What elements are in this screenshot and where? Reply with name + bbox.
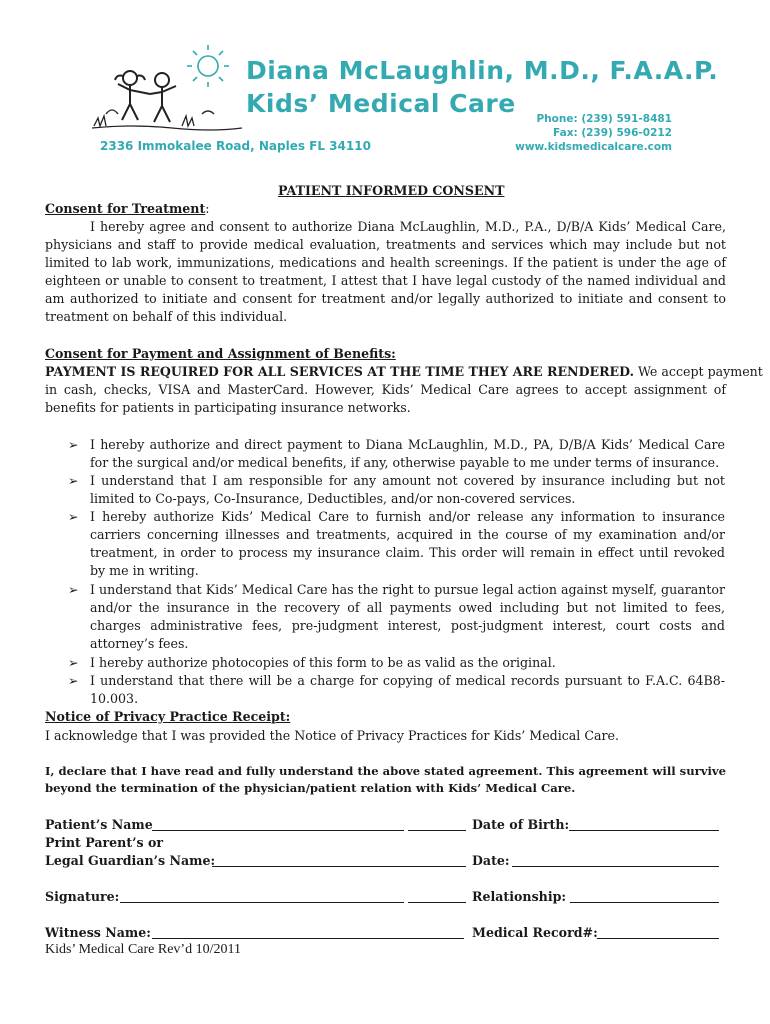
practice-fax: Fax: (239) 596-0212 (553, 127, 672, 139)
treatment-heading-row (45, 200, 210, 218)
privacy-heading: Notice of Privacy Practice Receipt: (45, 709, 291, 724)
declaration-line-2: beyond the termination of the physician/patient relation with Kids’ Medical Care. (45, 781, 576, 795)
patient-name-field[interactable] (152, 830, 404, 831)
revision-footer: Kids’ Medical Care Rev’d 10/2011 (45, 942, 241, 957)
bullet-2-line-1: I understand that I am responsible for any amount not covered by insurance including but not (90, 473, 725, 488)
dob-label: Date of Birth: (472, 817, 570, 832)
date-label: Date: (472, 853, 510, 868)
bullet-2-line-2: limited to Co-pays, Co-Insurance, Deductibles, and/or non-covered services. (90, 491, 576, 506)
practice-website[interactable]: www.kidsmedicalcare.com (515, 141, 672, 153)
date-field[interactable] (512, 866, 719, 867)
treatment-line-6: treatment on behalf of this individual. (45, 309, 288, 324)
treatment-line-2: physicians and staff to provide medical evaluation, treatments and services which may include but not (45, 237, 726, 252)
relationship-field[interactable] (570, 902, 719, 903)
arrow-bullet-icon: ➢ (68, 582, 79, 597)
patient-name-label: Patient’s Name (45, 817, 153, 832)
guardian-name-label: Legal Guardian’s Name: (45, 853, 216, 868)
dob-field[interactable] (569, 830, 719, 831)
bullet-4-line-2: and/or the insurance in the recovery of all payments owed including but not limited to fees, (90, 600, 725, 615)
payment-accept-text: We accept payment (634, 364, 763, 379)
arrow-bullet-icon: ➢ (68, 473, 79, 488)
treatment-line-5: am authorized to initiate and consent for treatment and/or legally authorized to initiate and consent to (45, 291, 726, 306)
privacy-acknowledgement: I acknowledge that I was provided the Notice of Privacy Practices for Kids’ Medical Care. (45, 728, 619, 743)
arrow-bullet-icon: ➢ (68, 655, 79, 670)
treatment-line-3: limited to lab work, immunizations, medications and health screenings. If the patient is under the age of (45, 255, 726, 270)
practice-address: 2336 Immokalee Road, Naples FL 34110 (100, 139, 371, 153)
signature-label: Signature: (45, 889, 120, 904)
print-parent-label: Print Parent’s or (45, 835, 164, 850)
medical-record-field[interactable] (597, 938, 719, 939)
treatment-heading-colon: : (205, 201, 210, 216)
signature-field-extra[interactable] (408, 902, 466, 903)
relationship-label: Relationship: (472, 889, 567, 904)
bullet-5-line-1: I hereby authorize photocopies of this form to be as valid as the original. (90, 655, 556, 670)
bullet-1-line-1: I hereby authorize and direct payment to Diana McLaughlin, M.D., PA, D/B/A Kids’ Medical Care (90, 437, 725, 452)
practice-phone: Phone: (239) 591-8481 (536, 113, 672, 125)
bullet-4-line-4: attorney’s fees. (90, 636, 189, 651)
payment-line-1 (45, 363, 763, 381)
witness-name-label: Witness Name: (45, 925, 151, 940)
kids-logo-illustration (92, 44, 242, 136)
practice-name: Kids’ Medical Care (246, 89, 516, 118)
kids-holding-hands-icon (115, 71, 176, 122)
bullet-1-line-2: for the surgical and/or medical benefits, if any, otherwise payable to me under terms of insurance. (90, 455, 720, 470)
arrow-bullet-icon: ➢ (68, 673, 79, 688)
sun-icon (187, 45, 229, 87)
bullet-3-line-1: I hereby authorize Kids’ Medical Care to furnish and/or release any information to insurance (90, 509, 725, 524)
document-title: PATIENT INFORMED CONSENT (278, 183, 505, 198)
guardian-name-field[interactable] (212, 866, 466, 867)
patient-name-field-extra[interactable] (408, 830, 466, 831)
treatment-line-4: eighteen or unable to consent to treatment, I attest that I have legal custody of the named individual and (45, 273, 726, 288)
treatment-line-1: I hereby agree and consent to authorize Diana McLaughlin, M.D., P.A., D/B/A Kids’ Medical Care, (90, 219, 726, 234)
treatment-heading: Consent for Treatment (45, 201, 206, 216)
bullet-4-line-1: I understand that Kids’ Medical Care has the right to pursue legal action against myself, guarantor (90, 582, 725, 597)
bullet-4-line-3: charges administrative fees, pre-judgment interest, post-judgment interest, court costs and (90, 618, 725, 633)
signature-field[interactable] (120, 902, 404, 903)
payment-line-3: benefits for patients in participating insurance networks. (45, 400, 411, 415)
grass-decoration (92, 110, 242, 130)
bullet-3-line-2: carriers concerning illnesses and treatments, acquired in the course of my examination and/or (90, 527, 725, 542)
arrow-bullet-icon: ➢ (68, 509, 79, 524)
bullet-6-line-2: 10.003. (90, 691, 139, 706)
payment-heading: Consent for Payment and Assignment of Benefits: (45, 346, 396, 361)
doctor-name: Diana McLaughlin, M.D., F.A.A.P. (246, 56, 719, 85)
bullet-3-line-4: by me in writing. (90, 563, 199, 578)
medical-record-label: Medical Record#: (472, 925, 598, 940)
payment-line-2: in cash, checks, VISA and MasterCard. However, Kids’ Medical Care agrees to accept assignment of (45, 382, 726, 397)
declaration-line-1: I, declare that I have read and fully understand the above stated agreement. This agreement will survive (45, 764, 726, 778)
arrow-bullet-icon: ➢ (68, 437, 79, 452)
payment-required-notice: PAYMENT IS REQUIRED FOR ALL SERVICES AT THE TIME THEY ARE RENDERED. (45, 364, 635, 379)
bullet-3-line-3: treatment, in order to process my insurance claim. This order will remain in effect until revoked (90, 545, 725, 560)
witness-name-field[interactable] (152, 938, 464, 939)
bullet-6-line-1: I understand that there will be a charge for copying of medical records pursuant to F.A.C. 64B8- (90, 673, 725, 688)
